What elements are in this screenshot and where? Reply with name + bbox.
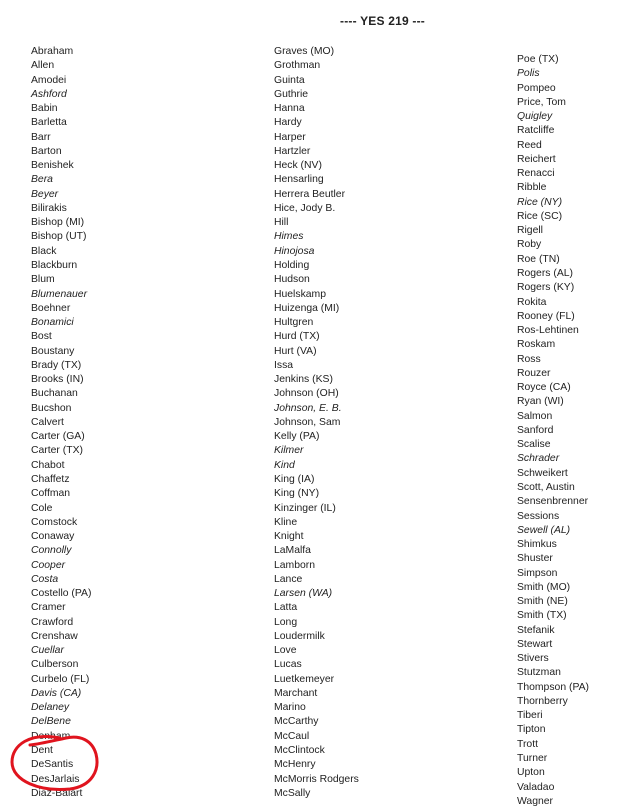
representative-name: Cuellar (31, 645, 64, 657)
representative-name: Delaney (31, 702, 70, 714)
representative-name: Rogers (AL) (517, 267, 574, 279)
representative-name: Curbelo (FL) (31, 673, 90, 685)
representative-name: Sensenbrenner (517, 496, 589, 508)
representative-name: Chabot (31, 459, 65, 471)
representative-name: Hensarling (274, 174, 324, 186)
representative-name: Valadao (517, 781, 555, 793)
representative-name: Poe (TX) (517, 54, 559, 65)
representative-name: Ratcliffe (517, 125, 555, 137)
representative-name: Costa (31, 573, 59, 585)
representative-name: Coffman (31, 488, 71, 500)
representative-name: Black (31, 245, 57, 257)
representative-name: Johnson, E. B. (274, 402, 342, 414)
representative-name: Hultgren (274, 317, 314, 329)
representative-name: Rooney (FL) (517, 310, 575, 322)
representative-name: Hurd (TX) (274, 331, 320, 343)
representative-name: McClintock (274, 745, 325, 757)
representative-name: Trott (517, 738, 538, 750)
representative-name: Hice, Jody B. (274, 202, 336, 214)
representative-name: Rokita (517, 296, 547, 308)
representative-name: Tipton (517, 724, 546, 736)
representative-name: Ribble (517, 182, 547, 194)
name-column-1 (31, 45, 91, 801)
representative-name: Lance (274, 573, 303, 585)
representative-name: Kilmer (274, 445, 304, 457)
representative-name: Johnson (OH) (274, 388, 339, 400)
representative-name: Roe (TN) (517, 253, 560, 265)
representative-name: Scott, Austin (517, 481, 575, 493)
representative-name: Pompeo (517, 82, 556, 94)
representative-name: Marino (274, 702, 306, 714)
representative-name: Comstock (31, 516, 78, 528)
representative-name: Huelskamp (274, 288, 326, 300)
representative-name: Roby (517, 239, 542, 251)
representative-name: Loudermilk (274, 630, 325, 642)
representative-name: Polis (517, 68, 540, 80)
representative-name: Connolly (31, 545, 72, 557)
representative-name: Bucshon (31, 402, 72, 414)
representative-name: Latta (274, 602, 298, 614)
representative-name: Jenkins (KS) (274, 374, 333, 386)
representative-name: Rice (SC) (517, 210, 563, 222)
representative-name: Ryan (WI) (517, 396, 564, 408)
representative-name: Stewart (517, 638, 553, 650)
representative-name: Bishop (MI) (31, 217, 85, 229)
representative-name: Larsen (WA) (274, 588, 333, 600)
representative-name: Reichert (517, 153, 556, 165)
representative-name: Roskam (517, 339, 556, 351)
representative-name: Bishop (UT) (31, 231, 87, 243)
representative-name: Babin (31, 103, 58, 115)
representative-name: Price, Tom (517, 96, 566, 108)
representative-name: Hill (274, 217, 289, 229)
representative-name: Knight (274, 531, 304, 543)
representative-name: McCarthy (274, 716, 319, 728)
representative-name: Denham (31, 730, 71, 742)
representative-name: Smith (NE) (517, 596, 568, 608)
representative-name: Chaffetz (31, 473, 70, 485)
representative-name: King (IA) (274, 473, 315, 485)
representative-name: Kind (274, 459, 295, 471)
representative-name: Boustany (31, 345, 75, 357)
representative-name: Johnson, Sam (274, 416, 341, 428)
representative-name: Sewell (AL) (517, 524, 571, 536)
representative-name: DelBene (31, 716, 71, 728)
representative-name: Dent (31, 745, 53, 757)
representative-name: Shuster (517, 553, 553, 565)
representative-name: King (NY) (274, 488, 320, 500)
representative-name: Tiberi (517, 710, 543, 722)
representative-name: Long (274, 616, 298, 628)
representative-name: Hudson (274, 274, 310, 286)
representative-name: Bost (31, 331, 52, 343)
representative-name: Rouzer (517, 367, 551, 379)
representative-name: Lamborn (274, 559, 316, 571)
representative-name: Quigley (517, 111, 553, 123)
representative-name: Upton (517, 767, 545, 779)
representative-name: Reed (517, 139, 542, 151)
representative-name: Diaz-Balart (31, 787, 83, 799)
representative-name: Smith (TX) (517, 610, 567, 622)
representative-name: Hartzler (274, 145, 311, 157)
representative-name: Thompson (PA) (517, 681, 589, 693)
representative-name: Renacci (517, 168, 555, 180)
representative-name: Boehner (31, 302, 71, 314)
vote-heading: ---- YES 219 --- (340, 14, 425, 28)
representative-name: Himes (274, 231, 304, 243)
representative-name: Sanford (517, 424, 554, 436)
representative-name: Stivers (517, 653, 549, 665)
representative-name: Blum (31, 274, 55, 286)
representative-name: McMorris Rodgers (274, 773, 359, 785)
representative-name: Stefanik (517, 624, 555, 636)
representative-name: Turner (517, 753, 548, 765)
representative-name: Hurt (VA) (274, 345, 317, 357)
representative-name: Blackburn (31, 259, 78, 271)
representative-name: Kline (274, 516, 298, 528)
representative-name: Salmon (517, 410, 553, 422)
representative-name: Huizenga (MI) (274, 302, 340, 314)
representative-name: Ros-Lehtinen (517, 325, 579, 337)
representative-name: Thornberry (517, 695, 568, 707)
representative-name: Costello (PA) (31, 588, 92, 600)
representative-name: Herrera Beutler (274, 188, 346, 200)
representative-name: Schweikert (517, 467, 568, 479)
representative-name: Blumenauer (31, 288, 88, 300)
representative-name: Barton (31, 145, 62, 157)
representative-name: Bonamici (31, 317, 74, 329)
representative-name: Bera (31, 174, 53, 186)
representative-name: McSally (274, 787, 311, 799)
representative-name: Cooper (31, 559, 66, 571)
representative-name: Conaway (31, 531, 75, 543)
representative-name: Carter (TX) (31, 445, 83, 457)
representative-name: Barr (31, 131, 51, 143)
representative-name: Crenshaw (31, 630, 78, 642)
representative-name: Scalise (517, 439, 551, 451)
representative-name: Guinta (274, 74, 305, 86)
representative-name: Rice (NY) (517, 196, 563, 208)
representative-name: DesJarlais (31, 773, 80, 785)
representative-name: Culberson (31, 659, 79, 671)
representative-name: Abraham (31, 46, 74, 57)
representative-name: Cole (31, 502, 53, 514)
representative-name: Brady (TX) (31, 359, 82, 371)
representative-name: Calvert (31, 416, 64, 428)
representative-name: Hanna (274, 103, 305, 115)
representative-name: Kelly (PA) (274, 431, 320, 443)
representative-name: Allen (31, 60, 55, 72)
representative-name: Amodei (31, 74, 67, 86)
representative-name: Rigell (517, 225, 543, 237)
representative-name: Stutzman (517, 667, 561, 679)
representative-name: Ashford (31, 88, 67, 100)
representative-name: Hardy (274, 117, 302, 129)
representative-name: Heck (NV) (274, 160, 322, 172)
representative-name: Smith (MO) (517, 581, 571, 593)
name-column-3 (517, 53, 589, 809)
representative-name: DeSantis (31, 759, 74, 771)
representative-name: Holding (274, 259, 310, 271)
representative-name: Hinojosa (274, 245, 315, 257)
representative-name: Rogers (KY) (517, 282, 575, 294)
representative-name: Royce (CA) (517, 382, 571, 394)
representative-name: Barletta (31, 117, 67, 129)
representative-name: Lucas (274, 659, 302, 671)
representative-name: Love (274, 645, 297, 657)
representative-name: Kinzinger (IL) (274, 502, 336, 514)
representative-name: Wagner (517, 795, 553, 807)
representative-name: Benishek (31, 160, 74, 172)
representative-name: Issa (274, 359, 294, 371)
representative-name: Marchant (274, 687, 318, 699)
name-column-2 (274, 45, 359, 801)
representative-name: LaMalfa (274, 545, 311, 557)
representative-name: McHenry (274, 759, 316, 771)
representative-name: Simpson (517, 567, 558, 579)
representative-name: Grothman (274, 60, 321, 72)
representative-name: Sessions (517, 510, 560, 522)
representative-name: Davis (CA) (31, 687, 82, 699)
representative-name: Buchanan (31, 388, 78, 400)
representative-name: Harper (274, 131, 306, 143)
representative-name: Schrader (517, 453, 560, 465)
representative-name: Brooks (IN) (31, 374, 84, 386)
representative-name: Bilirakis (31, 202, 67, 214)
representative-name: Ross (517, 353, 541, 365)
representative-name: Luetkemeyer (274, 673, 335, 685)
representative-name: Shimkus (517, 539, 557, 551)
representative-name: Beyer (31, 188, 59, 200)
representative-name: Carter (GA) (31, 431, 85, 443)
representative-name: McCaul (274, 730, 310, 742)
representative-name: Guthrie (274, 88, 309, 100)
representative-name: Cramer (31, 602, 66, 614)
representative-name: Crawford (31, 616, 74, 628)
representative-name: Graves (MO) (274, 46, 335, 57)
